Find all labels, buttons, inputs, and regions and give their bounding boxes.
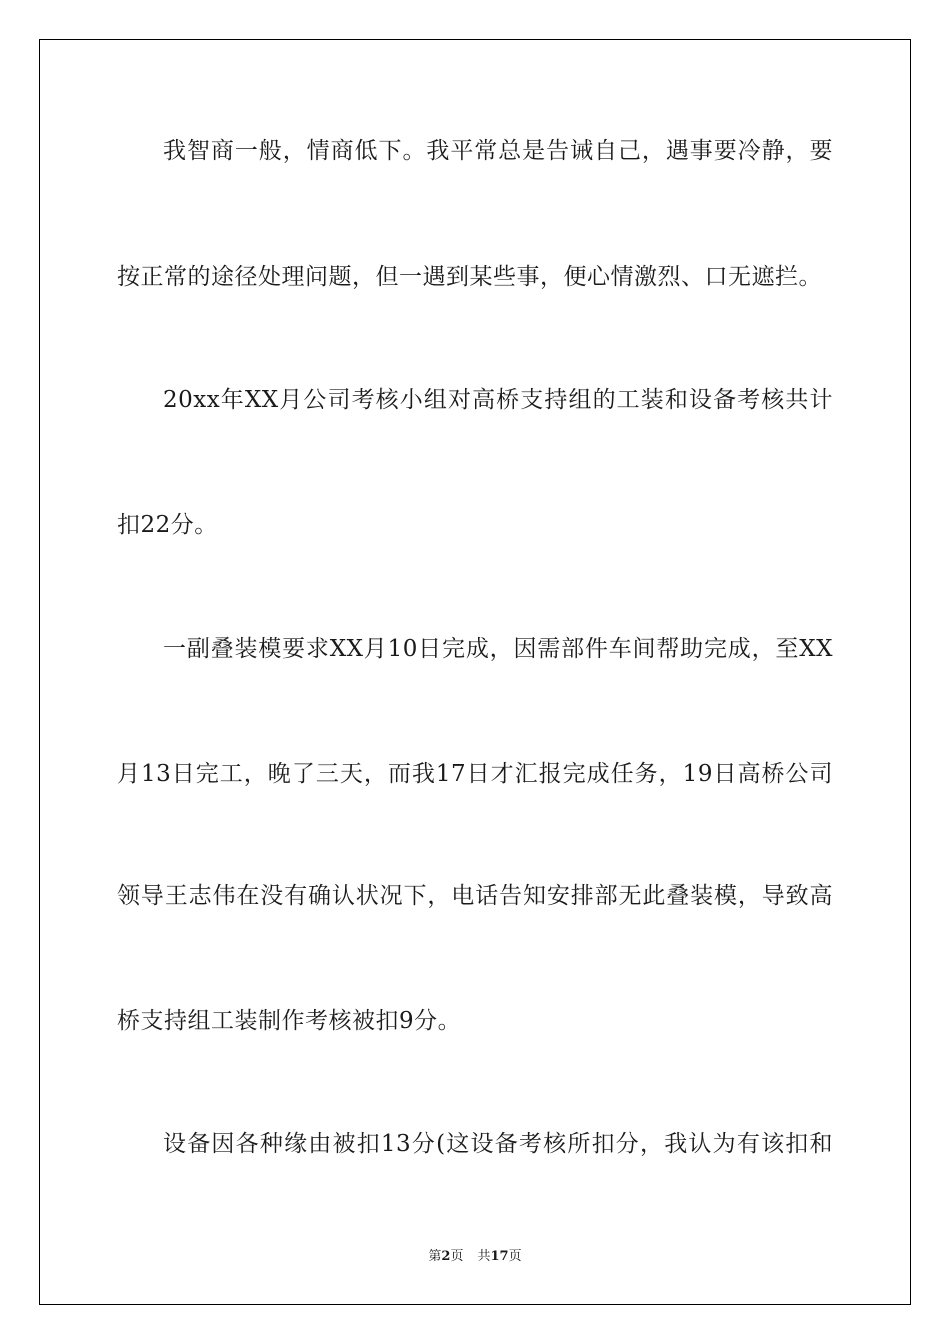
page-border (39, 39, 911, 1305)
total-pages: 17 (490, 1249, 509, 1264)
page-number: 2 (441, 1249, 451, 1264)
paragraph-line-5: 一副叠装模要求XX月10日完成，因需部件车间帮助完成，至XX (163, 636, 833, 662)
paragraph-line-7: 领导王志伟在没有确认状况下，电话告知安排部无此叠装模，导致高 (117, 883, 833, 909)
paragraph-line-1: 我智商一般，情商低下。我平常总是告诫自己，遇事要冷静，要 (163, 138, 833, 164)
paragraph-line-2: 按正常的途径处理问题，但一遇到某些事，便心情激烈、口无遮拦。 (117, 264, 822, 290)
paragraph-line-3: 20xx年XX月公司考核小组对高桥支持组的工装和设备考核共计 (163, 387, 833, 413)
total-suffix: 页 (508, 1249, 522, 1264)
page-footer (0, 1245, 950, 1264)
paragraph-line-4: 扣22分。 (117, 512, 218, 538)
paragraph-line-9: 设备因各种缘由被扣13分(这设备考核所扣分，我认为有该扣和 (163, 1131, 833, 1157)
paragraph-line-8: 桥支持组工装制作考核被扣9分。 (117, 1008, 462, 1034)
paragraph-line-6: 月13日完工，晚了三天，而我17日才汇报完成任务，19日高桥公司 (117, 761, 833, 787)
page-suffix: 页 (450, 1249, 464, 1264)
page-prefix: 第 (428, 1249, 442, 1264)
total-prefix: 共 (477, 1249, 491, 1264)
